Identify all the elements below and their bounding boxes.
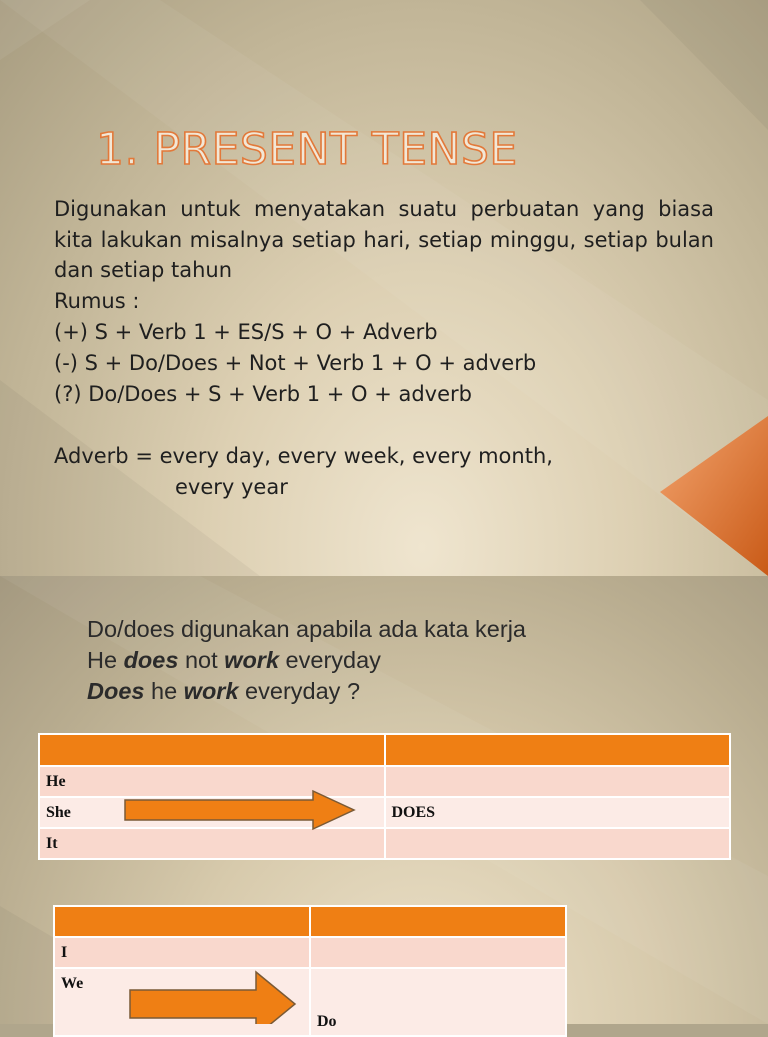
aux-cell: Do	[310, 968, 566, 1036]
table-header-cell	[39, 734, 385, 766]
table-row	[39, 828, 730, 859]
aux-cell	[385, 828, 731, 859]
subject-cell: He	[39, 766, 385, 797]
table-header-cell	[310, 906, 566, 937]
arrow-right-icon	[128, 970, 298, 1024]
subject-cell: We	[54, 968, 310, 1036]
table-header-cell	[54, 906, 310, 937]
table-header-row	[54, 906, 566, 937]
table-header-row	[39, 734, 730, 766]
example-negative-sentence: He does not work everyday	[87, 647, 381, 673]
formula-negative: (-) S + Do/Does + Not + Verb 1 + O + adverb	[54, 351, 537, 375]
description-text: Digunakan untuk menyatakan suatu perbuatan yang biasa kita lakukan misalnya setiap hari, setiap minggu, setiap bulan dan setiap tahun	[54, 197, 714, 283]
aux-cell: DOES	[385, 797, 731, 828]
rumus-label: Rumus :	[54, 289, 140, 313]
subject-cell: She	[39, 797, 385, 828]
subject-cell: I	[54, 937, 310, 968]
example-question-sentence: Does he work everyday ?	[87, 678, 361, 704]
table-header-cell	[385, 734, 731, 766]
aux-cell	[310, 937, 566, 968]
subject-cell: It	[39, 828, 385, 859]
slide-title: 1. PRESENT TENSE	[96, 124, 518, 175]
usage-sentence: Do/does digunakan apabila ada kata kerja	[87, 616, 526, 642]
arrow-right-icon	[123, 789, 357, 831]
formula-positive: (+) S + Verb 1 + ES/S + O + Adverb	[54, 320, 438, 344]
aux-cell	[385, 766, 731, 797]
table-row	[54, 937, 566, 968]
formula-question: (?) Do/Does + S + Verb 1 + O + adverb	[54, 382, 472, 406]
adverb-line-1: Adverb = every day, every week, every month,	[54, 444, 553, 468]
adverb-line-2: every year	[175, 475, 288, 499]
